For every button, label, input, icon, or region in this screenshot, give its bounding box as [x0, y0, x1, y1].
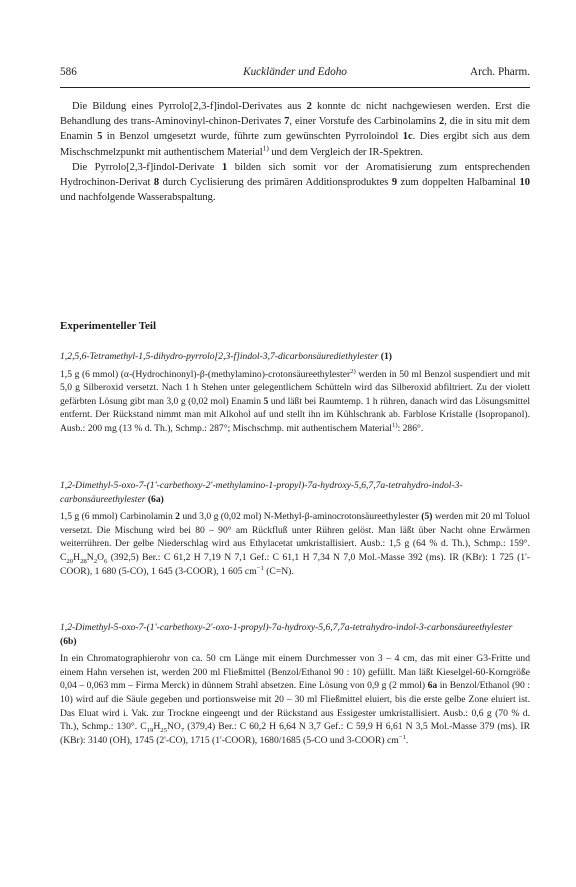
journal-name: Arch. Pharm. — [470, 66, 530, 78]
section-heading: Experimenteller Teil — [60, 320, 157, 332]
paragraph: Die Pyrrolo[2,3-f]indol-Derivate 1 bilden sich somit vor der Aromatisierung zum entsprechenden Hydrochinon-Derivat 8 durch Cyclisierung des primären Additionsproduktes 9 zum doppelten Halbaminal 10 und nachfolgende Wasserabspaltung. — [60, 161, 530, 204]
procedure-text: 1,5 g (6 mmol) Carbinolamin 2 und 3,0 g (0,02 mol) N-Methyl-β-aminocrotonsäureethylester (5) werden mit 20 ml Toluol versetzt. Die Mischung wird bei 80 – 90° am Rückfluß unter Rühren gelöst. Man läßt über Nacht ohne Erwärmen weiterrühren. Der gelbe Niederschlag wird aus Ethylacetat umkristallisiert. Ausb.: 1,5 g (64 % d. Th.), Schmp.: 159°. $C_{20}H_{28}N_2O_6$ (392,5) Ber.: C 61,2 H 7,19 N 7,1 Gef.: C 61,1 H 7,34 N 7,0 Mol.-Masse 392 (ms). IR (KBr): 1 725 (1'-COOR), 1 680 (5-CO), 1 645 (3-COOR), 1 605 $cm^{-1}$ (C=N). — [60, 511, 530, 577]
running-authors: Kuckländer und Edoho — [243, 66, 347, 78]
intro-text — [60, 99, 530, 205]
procedure-text: 1,5 g (6 mmol) (α-(Hydrochinonyl)-β-(methylamino)-crotonsäureethylester$^{2)}$ werden in 50 ml Benzol suspendiert und mit 5,0 g Silberoxid versetzt. Nach 1 h Stehen unter gelegentlichem Schütteln wird das Silberoxid abfiltriert. Zu der violett gefärbten Lösung gibt man 3,0 g (0,02 mol) Enamin 5 und läßt bei Raumtemp. 1 h rühren, danach wird das Lösungsmittel entfernt. Der Rückstand nimmt man mit Alkohol auf und stellt ihn im Kühlschrank ab. Farblose Kristalle (Isopropanol). Ausb.: 200 mg (13 % d. Th.), Schmp.: 287°; Mischschmp. mit authentischem Material$^{1)}$: 286°. — [60, 367, 530, 434]
experiment-1 — [60, 350, 530, 436]
compound-title: 1,2-Dimethyl-5-oxo-7-(1'-carbethoxy-2'-oxo-1-propyl)-7a-hydroxy-5,6,7,7a-tetrahydro-indol-3-carbonsäureethylester (6b) — [60, 622, 513, 647]
compound-title: 1,2-Dimethyl-5-oxo-7-(1'-carbethoxy-2'-methylamino-1-propyl)-7a-hydroxy-5,6,7,7a-tetrahydro-indol-3-carbonsäureethylester (6a) — [60, 480, 463, 505]
header-rule — [60, 87, 530, 88]
compound-title: 1,2,5,6-Tetramethyl-1,5-dihydro-pyrrolo[2,3-f]indol-3,7-dicarbonsäurediethylester (1) — [60, 351, 392, 362]
page-number: 586 — [60, 66, 77, 78]
running-header — [60, 66, 530, 82]
experiment-2 — [60, 479, 530, 578]
procedure-text: In ein Chromatographierohr von ca. 50 cm Länge mit einem Durchmesser von 3 – 4 cm, das mit einer G3-Fritte und einem Hahn versehen ist, werden 200 ml Fließmittel (Benzol/Ethanol 90 : 10) gefüllt. Man läßt Kieselgel-60-Korngröße 0,04 – 0,063 mm – Firma Merck) in dünnem Strahl absetzen. Eine Lösung von 0,9 g (2 mmol) 6a in Benzol/Ethanol (90 : 10) wird auf die Säule gegeben und portionsweise mit 20 – 30 ml Fließmittel eluiert, bis die erste gelbe Zone eluiert ist. Das Eluat wird i. Vak. zur Trockne eingeengt und der Rückstand aus Essigester umkristallisiert. Ausb.: 0,6 g (70 % d. Th.), Schmp.: 130°. $C_{19}H_{25}NO_7$ (379,4) Ber.: C 60,2 H 6,64 N 3,7 Gef.: C 59,9 H 6,61 N 3,5 Mol.-Masse 379 (ms). IR (KBr): 3140 (OH), 1745 (2'-CO), 1715 (1'-COOR), 1680/1685 (5-CO und 3-COOR) $cm^{-1}$. — [60, 653, 530, 746]
experiment-3 — [60, 621, 530, 747]
paragraph: Die Bildung eines Pyrrolo[2,3-f]indol-Derivates aus 2 konnte dc nicht nachgewiesen werden. Erst die Behandlung des trans-Aminovinyl-chinon-Derivates 7, einer Vorstufe des Carbinolamins 2, die in situ mit dem Enamin 5 in Benzol umgesetzt wurde, führte zum gewünschten Pyrroloindol 1c. Dies ergibt sich aus dem Mischschmelzpunkt mit authentischem Material$^{1)}$ und dem Vergleich der IR-Spektren. — [60, 101, 531, 158]
